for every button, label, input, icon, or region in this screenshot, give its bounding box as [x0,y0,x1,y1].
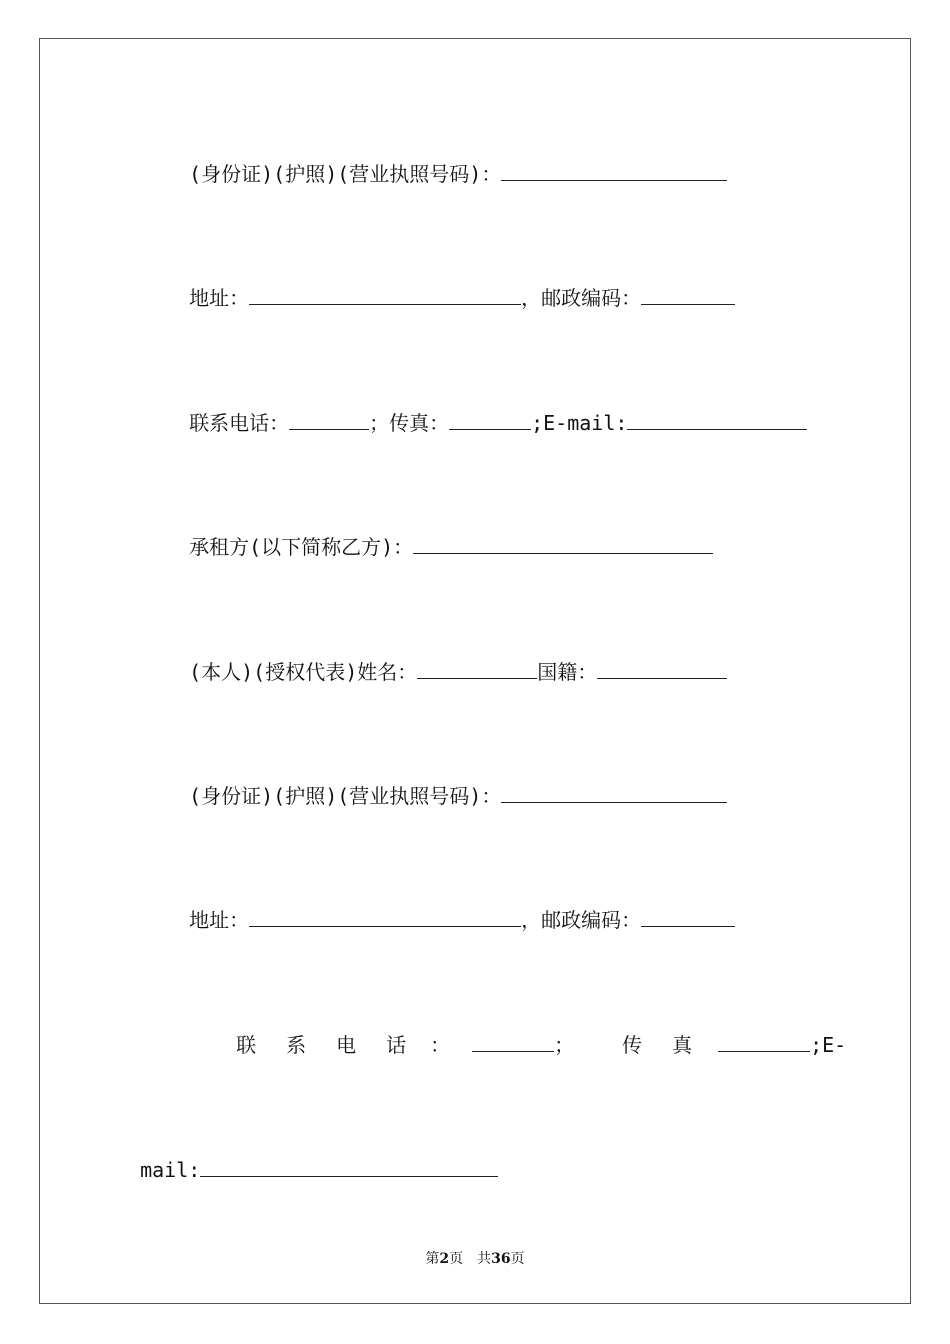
postcode-label: ，邮政编码： [521,286,642,310]
phone-char: 联 [236,1033,257,1057]
footer-prefix: 第 [425,1251,440,1267]
postcode-label: ，邮政编码： [521,908,642,932]
id-number-blank[interactable] [501,784,727,803]
phone-blank[interactable] [289,411,369,430]
nationality-label: 国籍： [537,660,598,684]
id-number-label: (身份证)(护照)(营业执照号码)： [189,162,502,186]
phone-char: 系 [286,1033,307,1057]
fax-char: 真 [672,1033,693,1057]
address-line-lessor [165,262,735,310]
address-line-lessee [165,884,735,932]
contact-line-lessee [212,1009,846,1057]
current-page-number: 2 [439,1251,450,1267]
footer-mid: 页 共 [449,1251,492,1267]
total-pages: 36 [491,1251,511,1267]
email-label-end: mail: [140,1158,201,1182]
phone-blank[interactable] [472,1033,554,1052]
id-number-label: (身份证)(护照)(营业执照号码)： [189,784,502,808]
address-blank[interactable] [249,908,521,927]
email-line-lessee [116,1134,498,1182]
lessee-label: 承租方(以下简称乙方)： [189,535,414,559]
fax-blank[interactable] [449,411,531,430]
footer-suffix: 页 [510,1251,525,1267]
email-label-start: ;E- [810,1033,847,1057]
fax-blank[interactable] [718,1033,810,1052]
phone-char: 电 [336,1033,357,1057]
lessee-line [165,511,713,559]
address-label: 地址： [189,908,250,932]
address-label: 地址： [189,286,250,310]
email-blank[interactable] [200,1158,498,1177]
phone-colon: ： [430,1033,451,1057]
lessee-blank[interactable] [413,535,713,554]
fax-label: ；传真： [369,411,450,435]
phone-char: 话 [386,1033,407,1057]
id-number-line-lessee [165,760,727,808]
postcode-blank[interactable] [641,908,735,927]
email-label: ;E-mail: [531,411,628,435]
name-label: (本人)(授权代表)姓名： [189,660,418,684]
fax-char: 传 [622,1033,643,1057]
id-number-blank[interactable] [501,162,727,181]
name-nationality-line [165,636,727,684]
name-blank[interactable] [417,660,537,679]
nationality-blank[interactable] [597,660,727,679]
contact-line-lessor [165,387,807,435]
phone-label: 联系电话： [189,411,290,435]
phone-semicolon: ； [554,1033,575,1057]
id-number-line-lessor [165,138,727,186]
email-blank[interactable] [627,411,807,430]
postcode-blank[interactable] [641,286,735,305]
address-blank[interactable] [249,286,521,305]
page-footer [0,1248,950,1268]
